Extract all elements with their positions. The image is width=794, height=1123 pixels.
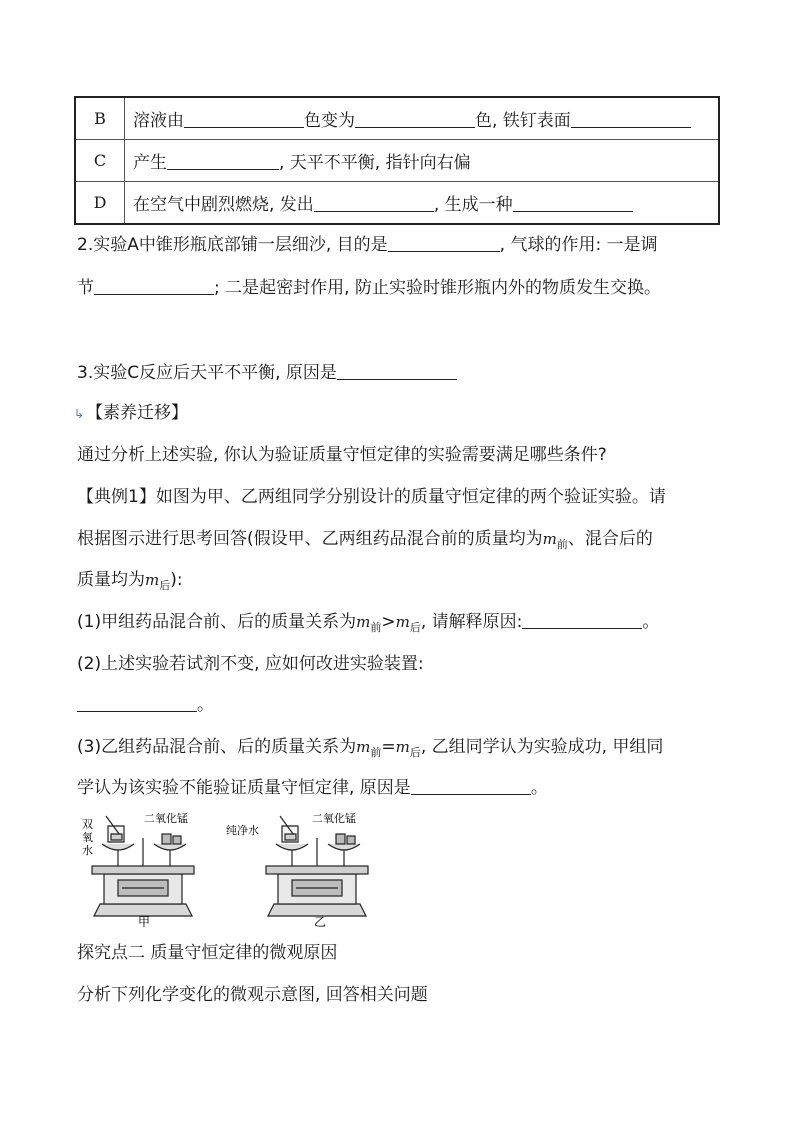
answer-blank[interactable] xyxy=(513,194,633,212)
section-heading: ↳ 【素养迁移】 xyxy=(74,403,189,423)
right-side-label: 纯净水 xyxy=(226,824,259,837)
question-2-line-2: 节 ; 二是起密封作用, 防止实验时锥形瓶内外的物质发生交换。 xyxy=(77,278,661,298)
explore-title: 探究点二 质量守恒定律的微观原因 xyxy=(77,943,338,963)
left-top-label: 二氧化锰 xyxy=(144,812,188,825)
transfer-question: 通过分析上述实验, 你认为验证质量守恒定律的实验需要满足哪些条件? xyxy=(77,445,607,465)
example-part-2-answer: 。 xyxy=(77,693,214,717)
answer-blank[interactable] xyxy=(411,777,531,795)
explore-text: 分析下列化学变化的微观示意图, 回答相关问题 xyxy=(77,985,428,1005)
answer-blank[interactable] xyxy=(314,194,434,212)
left-side-label-2: 氧 xyxy=(82,831,93,844)
example-line-1: 【典例1】如图为甲、乙两组同学分别设计的质量守恒定律的两个验证实验。请 xyxy=(77,487,666,507)
example-part-3: (3)乙组药品混合前、后的质量关系为$m_前=m_后$, 乙组同学认为实验成功, 甲组同 xyxy=(77,737,664,759)
observation-table xyxy=(74,96,720,225)
row-text: 在空气中剧烈燃烧, 发出 , 生成一种 xyxy=(125,182,720,225)
section-marker-icon: ↳ xyxy=(74,407,85,421)
example-part-2: (2)上述实验若试剂不变, 应如何改进实验装置: xyxy=(77,654,424,674)
answer-blank[interactable] xyxy=(94,277,214,295)
answer-blank[interactable] xyxy=(571,110,691,128)
answer-blank[interactable] xyxy=(77,694,197,712)
answer-blank[interactable] xyxy=(184,110,304,128)
left-side-label-1: 双 xyxy=(82,818,93,831)
example-line-2: 根据图示进行思考回答(假设甲、乙两组药品混合前的质量均为$m_前$、混合后的 xyxy=(77,529,653,551)
row-label: C xyxy=(75,140,125,182)
row-text: 产生 , 天平不平衡, 指针向右偏 xyxy=(125,140,720,182)
answer-blank[interactable] xyxy=(337,362,457,380)
answer-blank[interactable] xyxy=(522,611,642,629)
left-caption: 甲 xyxy=(138,915,151,928)
answer-blank[interactable] xyxy=(355,110,475,128)
table-row xyxy=(75,97,719,140)
right-caption: 乙 xyxy=(314,915,327,928)
table-row xyxy=(75,182,719,225)
right-top-label: 二氧化锰 xyxy=(312,812,356,825)
left-side-label-3: 水 xyxy=(82,844,93,857)
row-text: 溶液由 色变为 色, 铁钉表面 xyxy=(125,97,720,140)
answer-blank[interactable] xyxy=(388,234,500,252)
question-2-line-1: 2.实验A中锥形瓶底部铺一层细沙, 目的是 , 气球的作用: 一是调 xyxy=(77,235,658,255)
table-row xyxy=(75,140,719,182)
example-line-3: 质量均为$m_后$): xyxy=(77,570,183,592)
row-label: B xyxy=(75,97,125,140)
answer-blank[interactable] xyxy=(167,152,279,170)
example-part-3-line-2: 学认为该实验不能验证质量守恒定律, 原因是 。 xyxy=(77,778,548,798)
example-part-1: (1)甲组药品混合前、后的质量关系为$m_前>m_后$, 请解释原因: 。 xyxy=(77,612,660,634)
balance-scale-left xyxy=(92,816,194,916)
row-label: D xyxy=(75,182,125,225)
balance-scale-right xyxy=(266,816,368,916)
question-3: 3.实验C反应后天平不平衡, 原因是 xyxy=(77,361,457,385)
balance-experiment-figure xyxy=(78,808,378,928)
